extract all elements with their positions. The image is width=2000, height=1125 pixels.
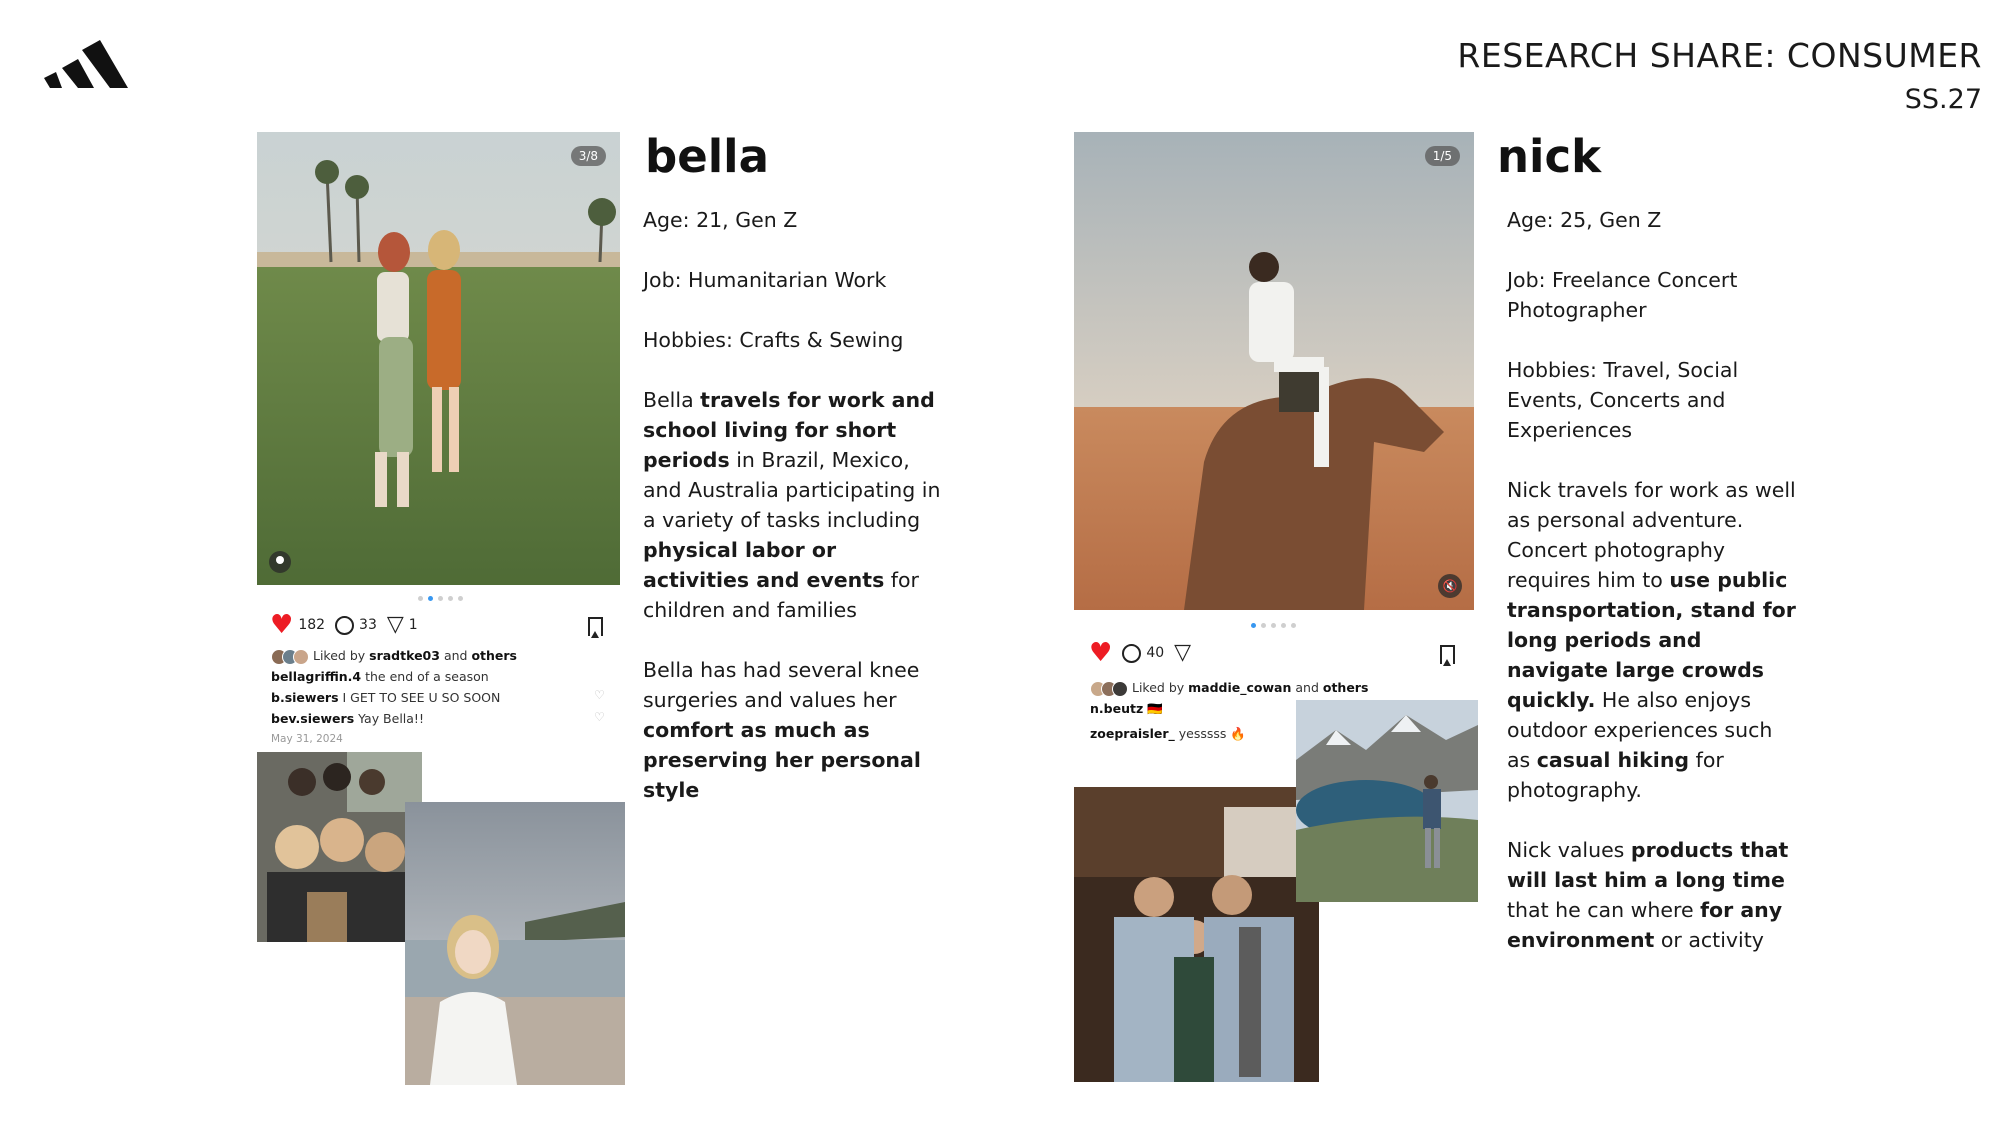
nick-oktoberfest-photo[interactable] [1074, 787, 1319, 1082]
age-line: Age: 21, Gen Z [643, 208, 798, 232]
nick-details [1507, 205, 1797, 985]
liker-username[interactable]: sradtke03 [369, 648, 440, 663]
description-paragraph: Bella has had several knee surgeries and values her comfort as much as preserving her personal style [643, 658, 921, 802]
bella-lake-photo[interactable] [405, 802, 625, 1085]
liker-username[interactable]: maddie_cowan [1188, 680, 1292, 695]
comment-count: 33 [359, 617, 377, 633]
comment-line: n.beutz 🇩🇪 [1090, 701, 1163, 716]
bella-post-actions [270, 612, 418, 638]
liker-avatars [1090, 681, 1128, 697]
bella-post-text [271, 645, 611, 750]
share-icon[interactable]: ▽ [386, 612, 404, 637]
liked-by-line: Liked by sradtke03 and others [271, 645, 611, 666]
caption-line: bellagriffin.4 the end of a season [271, 669, 489, 684]
mute-icon[interactable]: 🔇 [1438, 574, 1462, 598]
comment-like-icon[interactable]: ♡ [594, 710, 605, 724]
persona-name: bella [645, 130, 769, 183]
page-title: RESEARCH SHARE: CONSUMER [1457, 36, 1982, 75]
age-line: Age: 25, Gen Z [1507, 208, 1662, 232]
bella-details [643, 205, 943, 835]
comment-line: bev.siewers Yay Bella!! [271, 711, 424, 726]
photo-counter-badge: 1/5 [1425, 146, 1460, 166]
post-date: May 31, 2024 [271, 733, 343, 745]
comment-count: 40 [1146, 645, 1165, 661]
nick-post-actions [1089, 640, 1191, 666]
description-paragraph: Bella travels for work and school living for short periods in Brazil, Mexico, and Australia participating in a variety of tasks including physical labor or activities and events for children and families [643, 388, 941, 622]
photo-counter-badge: 3/8 [571, 146, 606, 166]
bookmark-icon[interactable] [1440, 645, 1455, 664]
bookmark-icon[interactable] [588, 617, 603, 636]
heart-icon[interactable]: ♥ [270, 610, 294, 640]
nick-main-photo[interactable] [1074, 132, 1474, 610]
liked-by-line: Liked by maddie_cowan and others [1090, 677, 1430, 698]
job-line: Job: Humanitarian Work [643, 268, 887, 292]
hobbies-line: Hobbies: Crafts & Sewing [643, 328, 904, 352]
carousel-dots [1251, 623, 1296, 628]
page-subtitle: SS.27 [1904, 84, 1982, 115]
comment-icon[interactable] [335, 616, 354, 635]
bella-main-photo[interactable] [257, 132, 620, 585]
heart-icon[interactable]: ♥ [1089, 638, 1113, 668]
hobbies-line: Hobbies: Travel, Social Events, Concerts and Experiences [1507, 358, 1739, 442]
comment-line: b.siewers I GET TO SEE U SO SOON [271, 690, 501, 705]
comment-like-icon[interactable]: ♡ [594, 688, 605, 702]
liker-avatars [271, 649, 309, 665]
persona-name: nick [1497, 130, 1602, 183]
comment-icon[interactable] [1122, 644, 1141, 663]
job-line: Job: Freelance Concert Photographer [1507, 268, 1738, 322]
like-count: 182 [298, 617, 326, 633]
share-count: 1 [408, 617, 418, 633]
tag-person-icon[interactable] [269, 551, 291, 573]
description-paragraph: Nick values products that will last him a long time that he can where for any environment or activity [1507, 838, 1789, 952]
description-paragraph: Nick travels for work as well as personal adventure. Concert photography requires him to use public transportation, stand for long periods and navigate large crowds quickly. He also enjoys outdoor experiences such as casual hiking for photography. [1507, 478, 1796, 802]
share-icon[interactable]: ▽ [1174, 640, 1192, 665]
bella-friends-photo[interactable] [257, 752, 422, 942]
nick-hiking-photo[interactable] [1296, 700, 1478, 902]
adidas-logo-icon [42, 30, 132, 88]
comment-line: zoepraisler_ yesssss 🔥 [1090, 726, 1246, 741]
carousel-dots [418, 596, 463, 601]
